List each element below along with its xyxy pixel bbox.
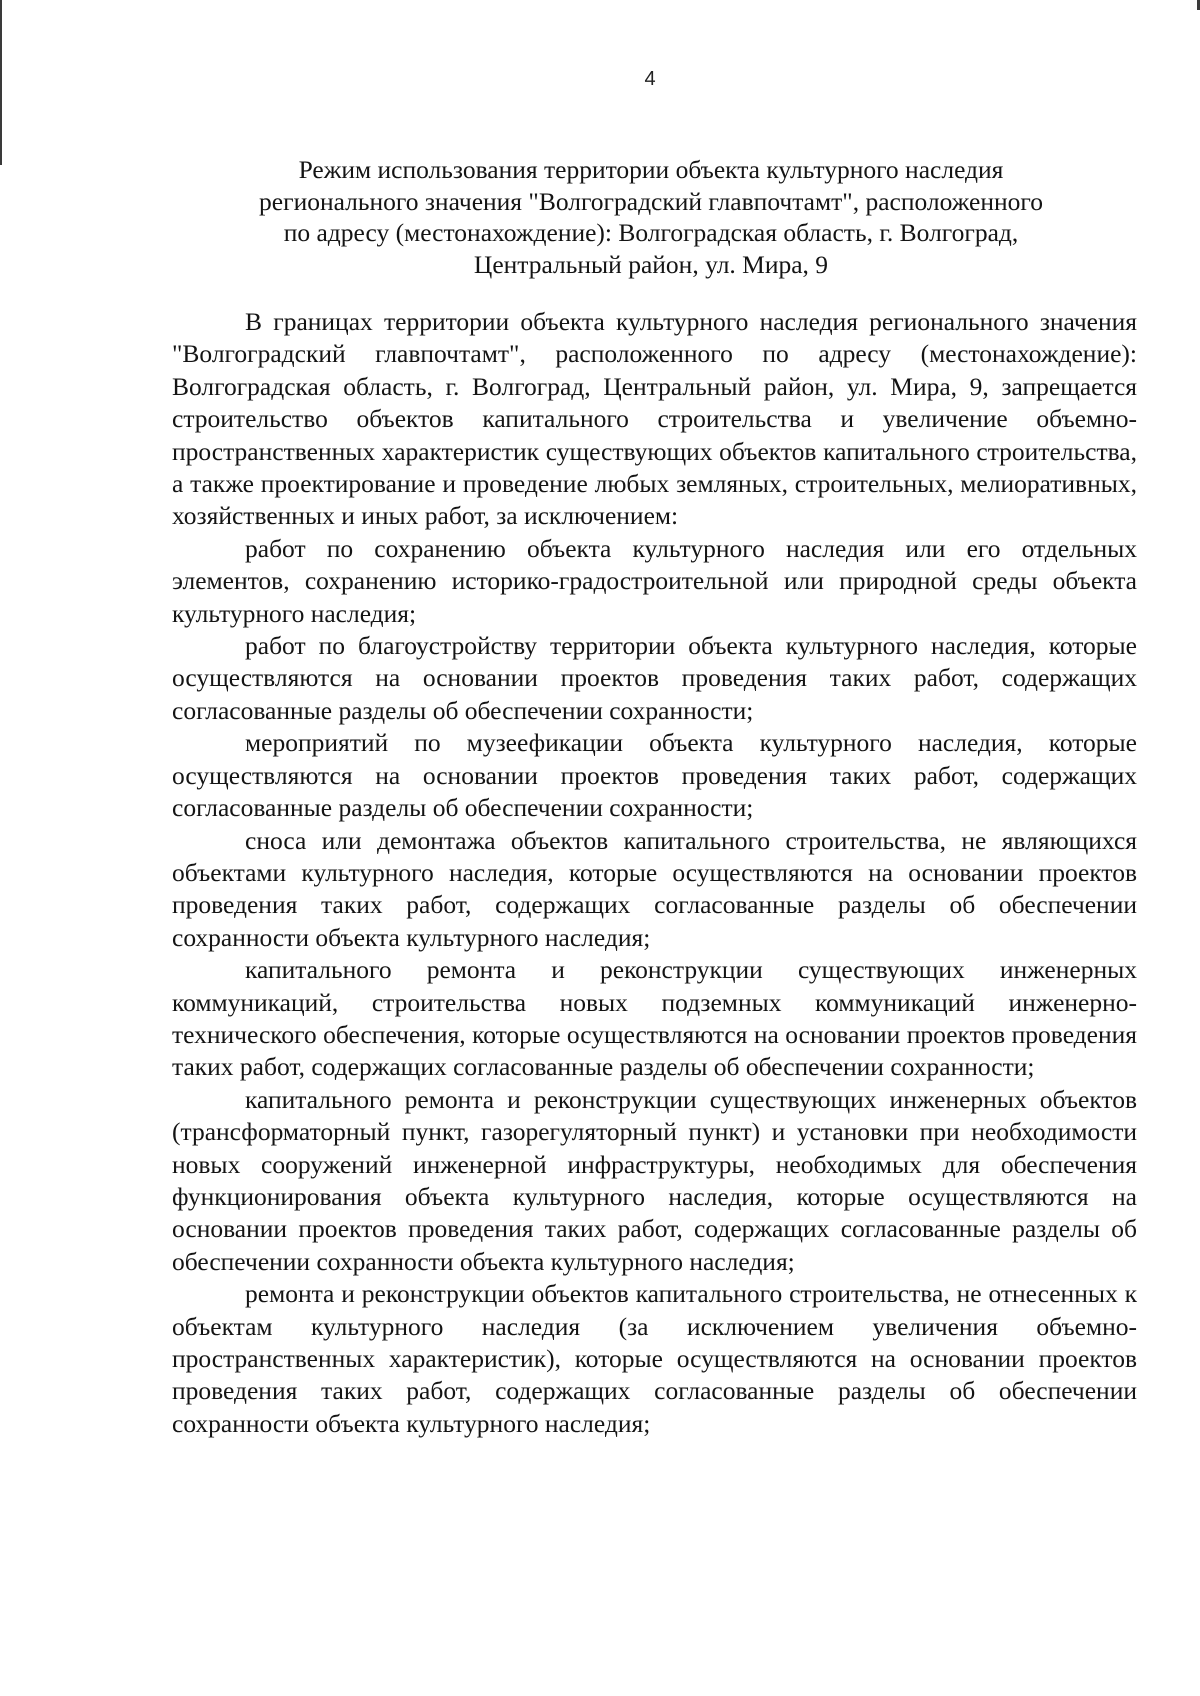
title-line: Режим использования территории объекта культурного наследия	[298, 155, 1004, 184]
body-paragraph: работ по благоустройству территории объекта культурного наследия, которые осуществляются на основании проектов проведения таких работ, содержащих согласованные разделы об обеспечении сохранности;	[172, 631, 1137, 725]
body-paragraph: сноса или демонтажа объектов капитального строительства, не являющихся объектами культурного наследия, которые осуществляются на основании проектов проведения таких работ, содержащих согласованные разделы об обеспечении сохранности объекта культурного наследия;	[172, 825, 1137, 952]
body-paragraph: капитального ремонта и реконструкции существующих инженерных коммуникаций, строительства новых подземных коммуникаций инженерно-технического обеспечения, которые осуществляются на основании проектов проведения таких работ, содержащих согласованные разделы об обеспечении сохранности;	[172, 955, 1137, 1082]
title-line: по адресу (местонахождение): Волгоградская область, г. Волгоград,	[283, 218, 1019, 247]
body-paragraph: мероприятий по музеефикации объекта культурного наследия, которые осуществляются на основании проектов проведения таких работ, содержащих согласованные разделы об обеспечении сохранности;	[172, 728, 1137, 823]
body-paragraph: ремонта и реконструкции объектов капитального строительства, не отнесенных к объектам культурного наследия (за исключением увеличения объемно-пространственных характеристик), которые осуществляются на основании проектов проведения таких работ, содержащих согласованные разделы об обеспечении сохранности объекта культурного наследия;	[172, 1279, 1137, 1438]
body-paragraph: капитального ремонта и реконструкции существующих инженерных объектов (трансформаторный пункт, газорегуляторный пункт) и установки при необходимости новых сооружений инженерной инфраструктуры, необходимых для обеспечения функционирования объекта культурного наследия, которые осуществляются на основании проектов проведения таких работ, содержащих согласованные разделы об обеспечении сохранности объекта культурного наследия;	[172, 1084, 1137, 1276]
document-body	[172, 306, 1137, 1440]
page-number: 4	[644, 68, 656, 90]
title-line: Центральный район, ул. Мира, 9	[473, 249, 829, 279]
title-line: регионального значения "Волгоградский главпочтамт", расположенного	[259, 186, 1043, 216]
body-paragraph: В границах территории объекта культурного наследия регионального значения "Волгоградский главпочтамт", расположенного по адресу (местонахождение): Волгоградская область, г. Волгоград, Центральный район, ул. Мира, 9, запрещается строительство объектов капитального строительства и увеличение объемно-пространственных характеристик существующих объектов капитального строительства, а также проектирование и проведение любых земляных, строительных, мелиоративных, хозяйственных и иных работ, за исключением:	[172, 307, 1137, 531]
document-title	[172, 154, 1130, 280]
body-paragraph: работ по сохранению объекта культурного наследия или его отдельных элементов, сохранению историко-градостроительной или природной среды объекта культурного наследия;	[172, 533, 1137, 628]
